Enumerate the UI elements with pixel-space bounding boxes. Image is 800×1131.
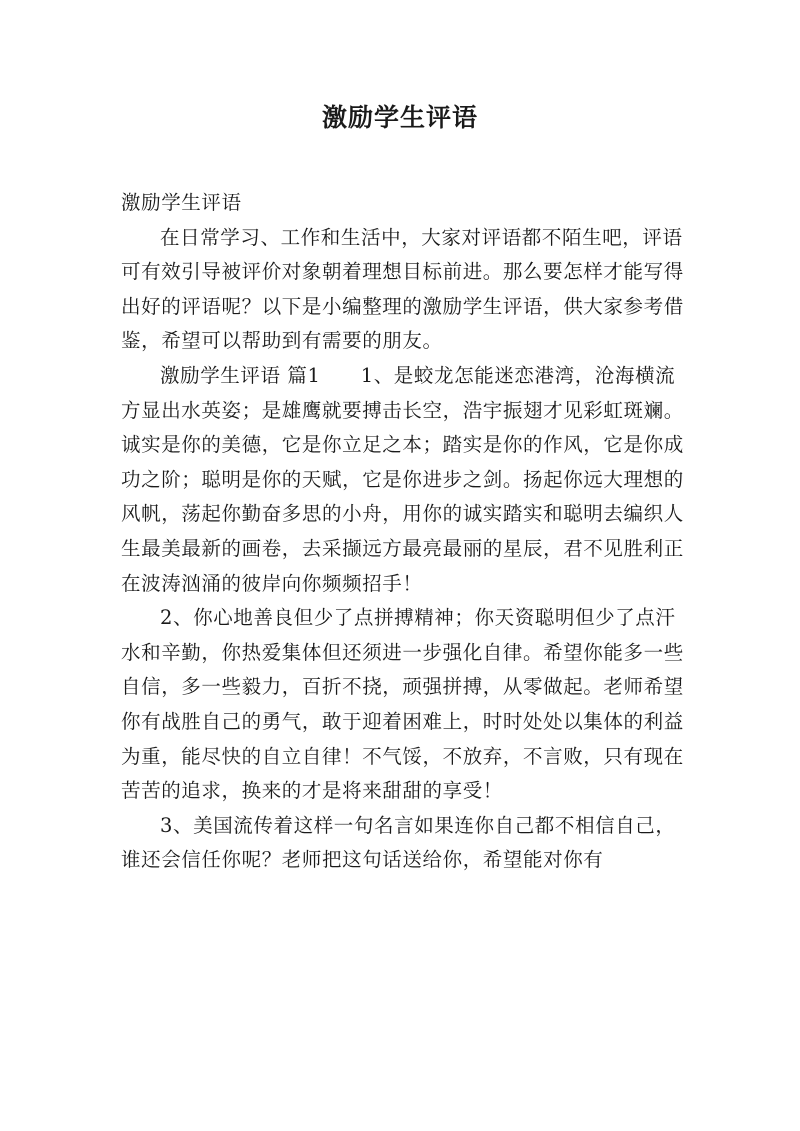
paragraph-section-1: 激励学生评语 篇1 1、是蛟龙怎能迷恋港湾，沧海横流方显出水英姿；是雄鹰就要搏击长空，浩宇振翅才见彩虹斑斓。诚实是你的美德，它是你立足之本；踏实是你的作风，它是你成功之阶；聪明是你的天赋，它是你进步之剑。扬起你远大理想的风帆，荡起你勤奋多思的小舟，用你的诚实踏实和聪明去编织人生最美最新的画卷，去采撷远方最亮最丽的星辰，君不见胜利正在波涛汹涌的彼岸向你频频招手！ <box>121 363 684 595</box>
document-subtitle: 激励学生评语 <box>121 191 242 214</box>
document-body <box>121 186 689 878</box>
paragraph-item-2: 2、你心地善良但少了点拼搏精神；你天资聪明但少了点汗水和辛勤，你热爱集体但还须进一步强化自律。希望你能多一些自信，多一些毅力，百折不挠，顽强拼搏，从零做起。老师希望你有战胜自己的勇气，敢于迎着困难上，时时处处以集体的利益为重，能尽快的自立自律！不气馁，不放弃，不言败，只有现在苦苦的追求，换来的才是将来甜甜的享受！ <box>121 606 684 803</box>
paragraph-item-3: 3、美国流传着这样一句名言如果连你自己都不相信自己，谁还会信任你呢？老师把这句话送给你，希望能对你有 <box>121 813 676 872</box>
paragraph-intro: 在日常学习、工作和生活中，大家对评语都不陌生吧，评语可有效引导被评价对象朝着理想目标前进。那么要怎样才能写得出好的评语呢？以下是小编整理的激励学生评语，供大家参考借鉴，希望可以帮助到有需要的朋友。 <box>121 225 684 353</box>
document-title: 激励学生评语 <box>321 103 478 132</box>
